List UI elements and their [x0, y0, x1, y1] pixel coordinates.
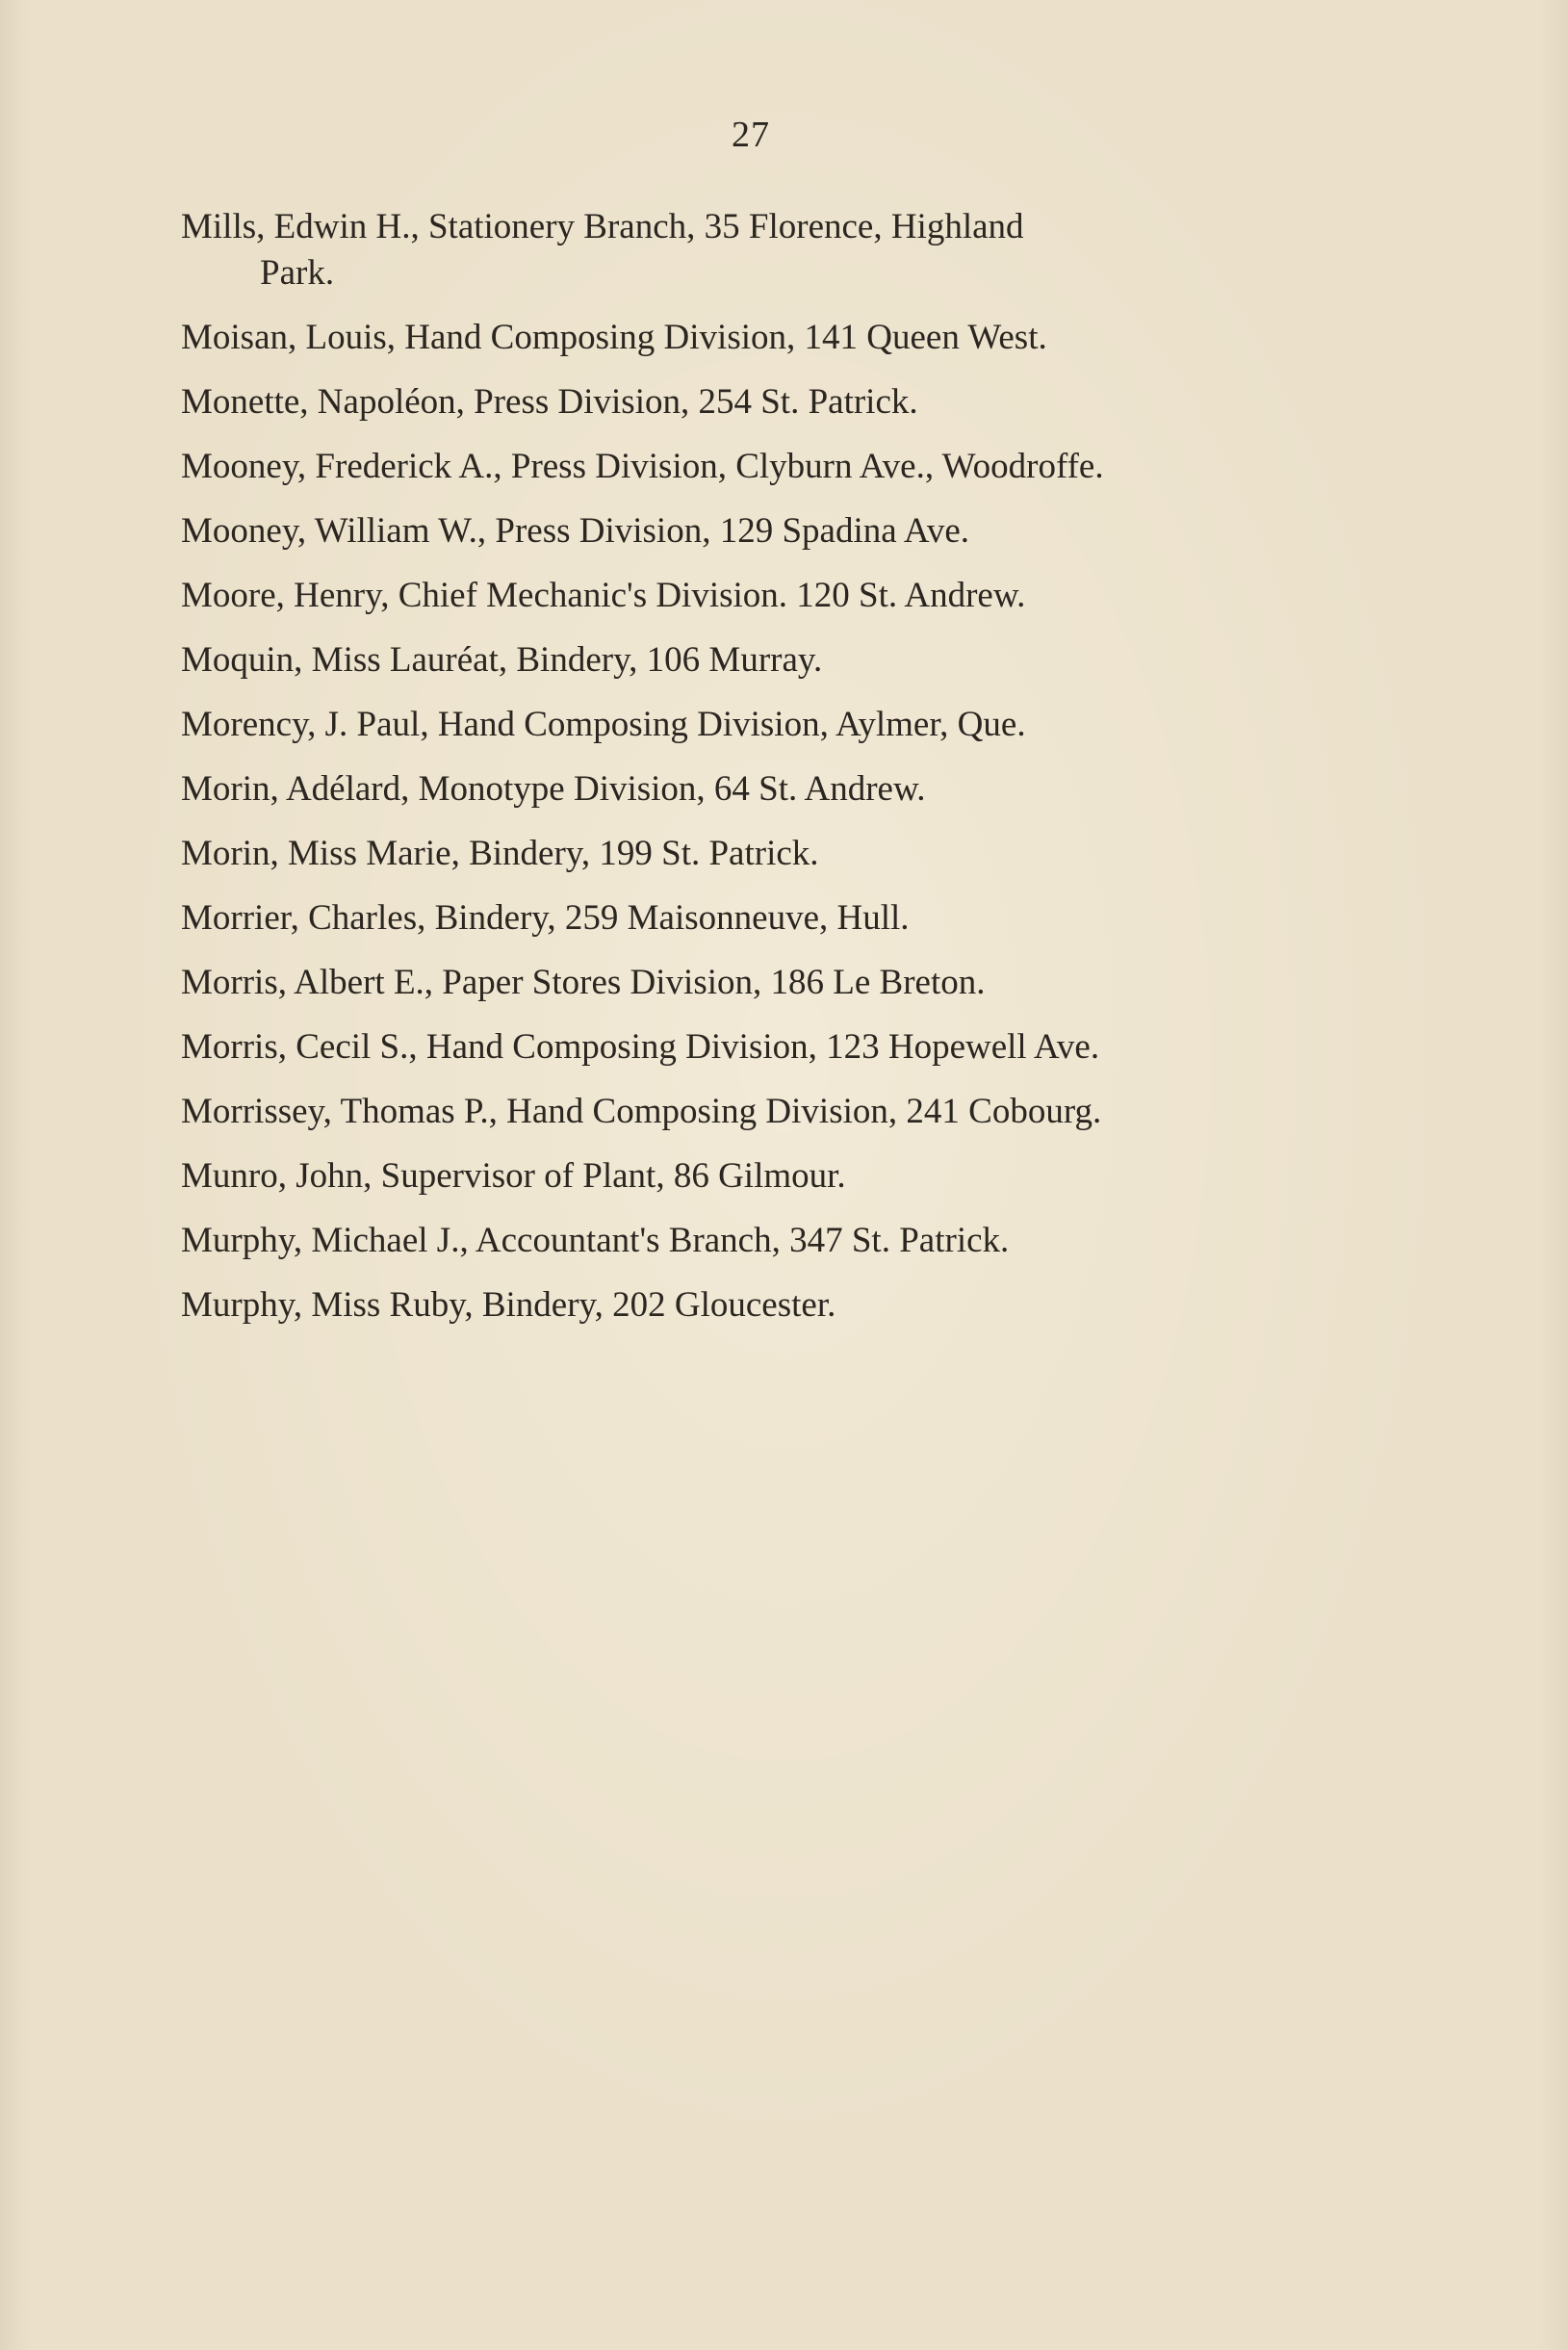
entry-text: Murphy, Miss Ruby, Bindery, 202 Gloucester.: [181, 1285, 836, 1325]
entry-text: Morin, Miss Marie, Bindery, 199 St. Patrick.: [181, 834, 819, 873]
directory-entry: [181, 1024, 1336, 1071]
directory-entry: [181, 1153, 1336, 1200]
directory-entry: [181, 1282, 1336, 1329]
directory-entry: [181, 766, 1336, 813]
directory-entry: [181, 379, 1336, 426]
entry-text: Mills, Edwin H., Stationery Branch, 35 Florence, Highland: [181, 207, 1024, 246]
directory-entry: [181, 895, 1336, 942]
directory-entry: [181, 573, 1336, 619]
page-number: 27: [732, 115, 770, 155]
directory-entry: [181, 204, 1336, 297]
entry-text: Mooney, Frederick A., Press Division, Clyburn Ave., Woodroffe.: [181, 447, 1104, 486]
directory-entry: [181, 1218, 1336, 1264]
directory-entry: [181, 508, 1336, 555]
directory-entry: [181, 315, 1336, 361]
entry-text: Morris, Albert E., Paper Stores Division, 186 Le Breton.: [181, 963, 986, 1002]
entry-text: Morin, Adélard, Monotype Division, 64 St. Andrew.: [181, 769, 926, 809]
entry-text: Moquin, Miss Lauréat, Bindery, 106 Murray.: [181, 640, 823, 680]
directory-entry: [181, 831, 1336, 877]
directory-entry: [181, 444, 1336, 490]
entry-continuation: Park.: [260, 253, 335, 293]
entry-text: Munro, John, Supervisor of Plant, 86 Gilmour.: [181, 1156, 846, 1196]
directory-entry: [181, 1089, 1336, 1135]
entry-text: Morrier, Charles, Bindery, 259 Maisonneuve, Hull.: [181, 898, 910, 938]
entry-text: Mooney, William W., Press Division, 129 Spadina Ave.: [181, 511, 970, 551]
entry-text: Morency, J. Paul, Hand Composing Division, Aylmer, Que.: [181, 705, 1026, 744]
entry-text: Moisan, Louis, Hand Composing Division, 141 Queen West.: [181, 318, 1047, 357]
entry-text: Morris, Cecil S., Hand Composing Division, 123 Hopewell Ave.: [181, 1027, 1100, 1067]
entry-text: Monette, Napoléon, Press Division, 254 St. Patrick.: [181, 382, 918, 422]
directory-entry: [181, 702, 1336, 748]
directory-list: [181, 204, 1336, 1347]
directory-entry: [181, 960, 1336, 1006]
entry-text: Moore, Henry, Chief Mechanic's Division. 120 St. Andrew.: [181, 576, 1026, 615]
directory-entry: [181, 637, 1336, 684]
entry-text: Morrissey, Thomas P., Hand Composing Division, 241 Cobourg.: [181, 1092, 1102, 1131]
entry-text: Murphy, Michael J., Accountant's Branch, 347 St. Patrick.: [181, 1221, 1010, 1260]
